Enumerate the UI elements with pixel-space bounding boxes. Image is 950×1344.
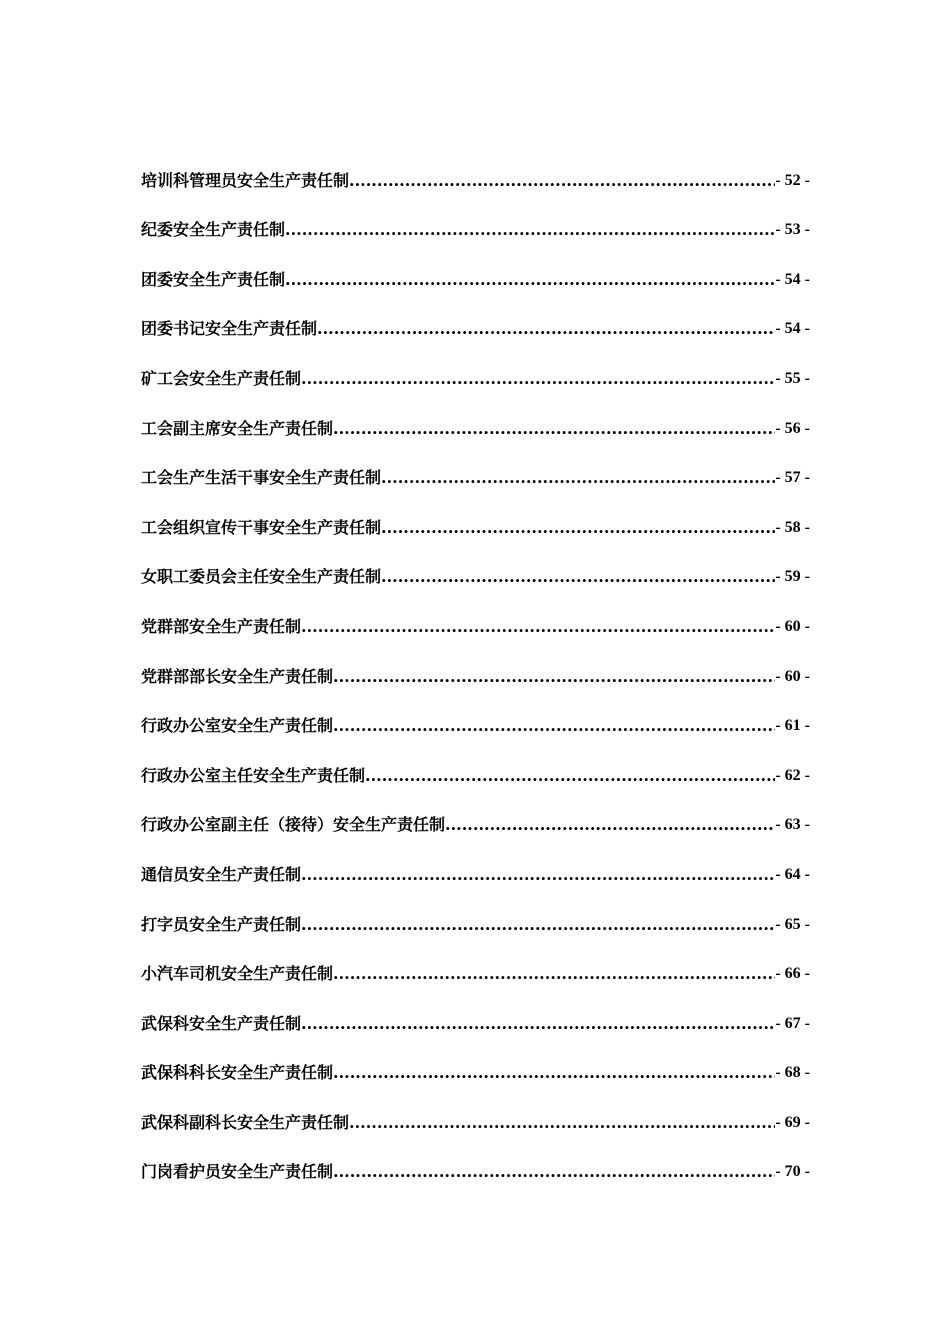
toc-dot-leader (333, 964, 775, 984)
toc-dot-leader (333, 1162, 775, 1182)
toc-dot-leader (333, 716, 775, 736)
toc-entry-title: 团委安全生产责任制 (141, 269, 286, 289)
toc-page-number: - 59 - (775, 568, 810, 586)
toc-page-number: - 63 - (775, 816, 810, 834)
toc-entry[interactable] (141, 389, 810, 439)
toc-entry[interactable] (141, 1133, 810, 1183)
toc-entry[interactable] (141, 141, 810, 191)
toc-page-number: - 65 - (775, 915, 810, 933)
toc-entry-title: 打字员安全生产责任制 (141, 914, 302, 934)
toc-page-number: - 60 - (775, 617, 810, 635)
toc-dot-leader (349, 171, 775, 191)
toc-page-number: - 58 - (775, 518, 810, 536)
toc-entry[interactable] (141, 637, 810, 687)
toc-entry-title: 小汽车司机安全生产责任制 (141, 964, 334, 984)
toc-page-number: - 57 - (775, 469, 810, 487)
toc-dot-leader (381, 567, 775, 587)
toc-entry[interactable] (141, 488, 810, 538)
toc-entry[interactable] (141, 339, 810, 389)
toc-page-number: - 67 - (775, 1014, 810, 1032)
toc-entry-title: 武保科副科长安全生产责任制 (141, 1112, 350, 1132)
toc-entry[interactable] (141, 835, 810, 885)
toc-page-number: - 54 - (775, 320, 810, 338)
toc-page-number: - 64 - (775, 865, 810, 883)
toc-entry[interactable] (141, 786, 810, 836)
toc-entry-title: 工会生产生活干事安全生产责任制 (141, 468, 382, 488)
toc-entry-title: 纪委安全生产责任制 (141, 220, 286, 240)
toc-dot-leader (365, 766, 775, 786)
toc-dot-leader (285, 270, 775, 290)
toc-entry-title: 武保科科长安全生产责任制 (141, 1063, 334, 1083)
toc-dot-leader (317, 319, 775, 339)
toc-page-number: - 54 - (775, 270, 810, 288)
toc-page-number: - 62 - (775, 766, 810, 784)
toc-entry-title: 门岗看护员安全生产责任制 (141, 1162, 334, 1182)
toc-dot-leader (301, 369, 775, 389)
toc-entry[interactable] (141, 191, 810, 241)
toc-page-number: - 56 - (775, 419, 810, 437)
toc-dot-leader (333, 419, 775, 439)
toc-dot-leader (381, 468, 775, 488)
table-of-contents (141, 141, 810, 1182)
toc-dot-leader (349, 1113, 775, 1133)
toc-entry-title: 行政办公室副主任（接待）安全生产责任制 (141, 815, 446, 835)
toc-entry-title: 工会组织宣传干事安全生产责任制 (141, 517, 382, 537)
toc-entry-title: 女职工委员会主任安全生产责任制 (141, 567, 382, 587)
toc-dot-leader (285, 220, 775, 240)
toc-entry[interactable] (141, 885, 810, 935)
toc-entry-title: 培训科管理员安全生产责任制 (141, 170, 350, 190)
toc-entry-title: 团委书记安全生产责任制 (141, 319, 318, 339)
toc-dot-leader (445, 815, 775, 835)
toc-dot-leader (301, 1014, 775, 1034)
toc-page-number: - 66 - (775, 965, 810, 983)
toc-page-number: - 68 - (775, 1064, 810, 1082)
toc-entry-title: 矿工会安全生产责任制 (141, 368, 302, 388)
toc-entry[interactable] (141, 984, 810, 1034)
toc-page-number: - 60 - (775, 667, 810, 685)
toc-entry-title: 武保科安全生产责任制 (141, 1013, 302, 1033)
toc-page-number: - 70 - (775, 1163, 810, 1181)
toc-entry[interactable] (141, 290, 810, 340)
toc-entry-title: 党群部安全生产责任制 (141, 616, 302, 636)
toc-dot-leader (381, 518, 775, 538)
toc-entry[interactable] (141, 1034, 810, 1084)
toc-page-number: - 69 - (775, 1113, 810, 1131)
toc-page-number: - 53 - (775, 221, 810, 239)
toc-entry[interactable] (141, 538, 810, 588)
toc-entry-title: 工会副主席安全生产责任制 (141, 418, 334, 438)
toc-entry[interactable] (141, 1083, 810, 1133)
toc-entry[interactable] (141, 587, 810, 637)
toc-entry[interactable] (141, 240, 810, 290)
toc-entry[interactable] (141, 736, 810, 786)
toc-entry-title: 行政办公室主任安全生产责任制 (141, 765, 366, 785)
toc-entry[interactable] (141, 687, 810, 737)
toc-entry-title: 通信员安全生产责任制 (141, 864, 302, 884)
toc-entry-title: 行政办公室安全生产责任制 (141, 716, 334, 736)
toc-dot-leader (301, 865, 775, 885)
toc-entry[interactable] (141, 439, 810, 489)
toc-dot-leader (301, 617, 775, 637)
toc-page-number: - 52 - (775, 171, 810, 189)
toc-entry[interactable] (141, 935, 810, 985)
toc-dot-leader (333, 667, 775, 687)
toc-dot-leader (333, 1063, 775, 1083)
toc-entry-title: 党群部部长安全生产责任制 (141, 666, 334, 686)
toc-page-number: - 61 - (775, 717, 810, 735)
toc-page-number: - 55 - (775, 369, 810, 387)
toc-dot-leader (301, 915, 775, 935)
